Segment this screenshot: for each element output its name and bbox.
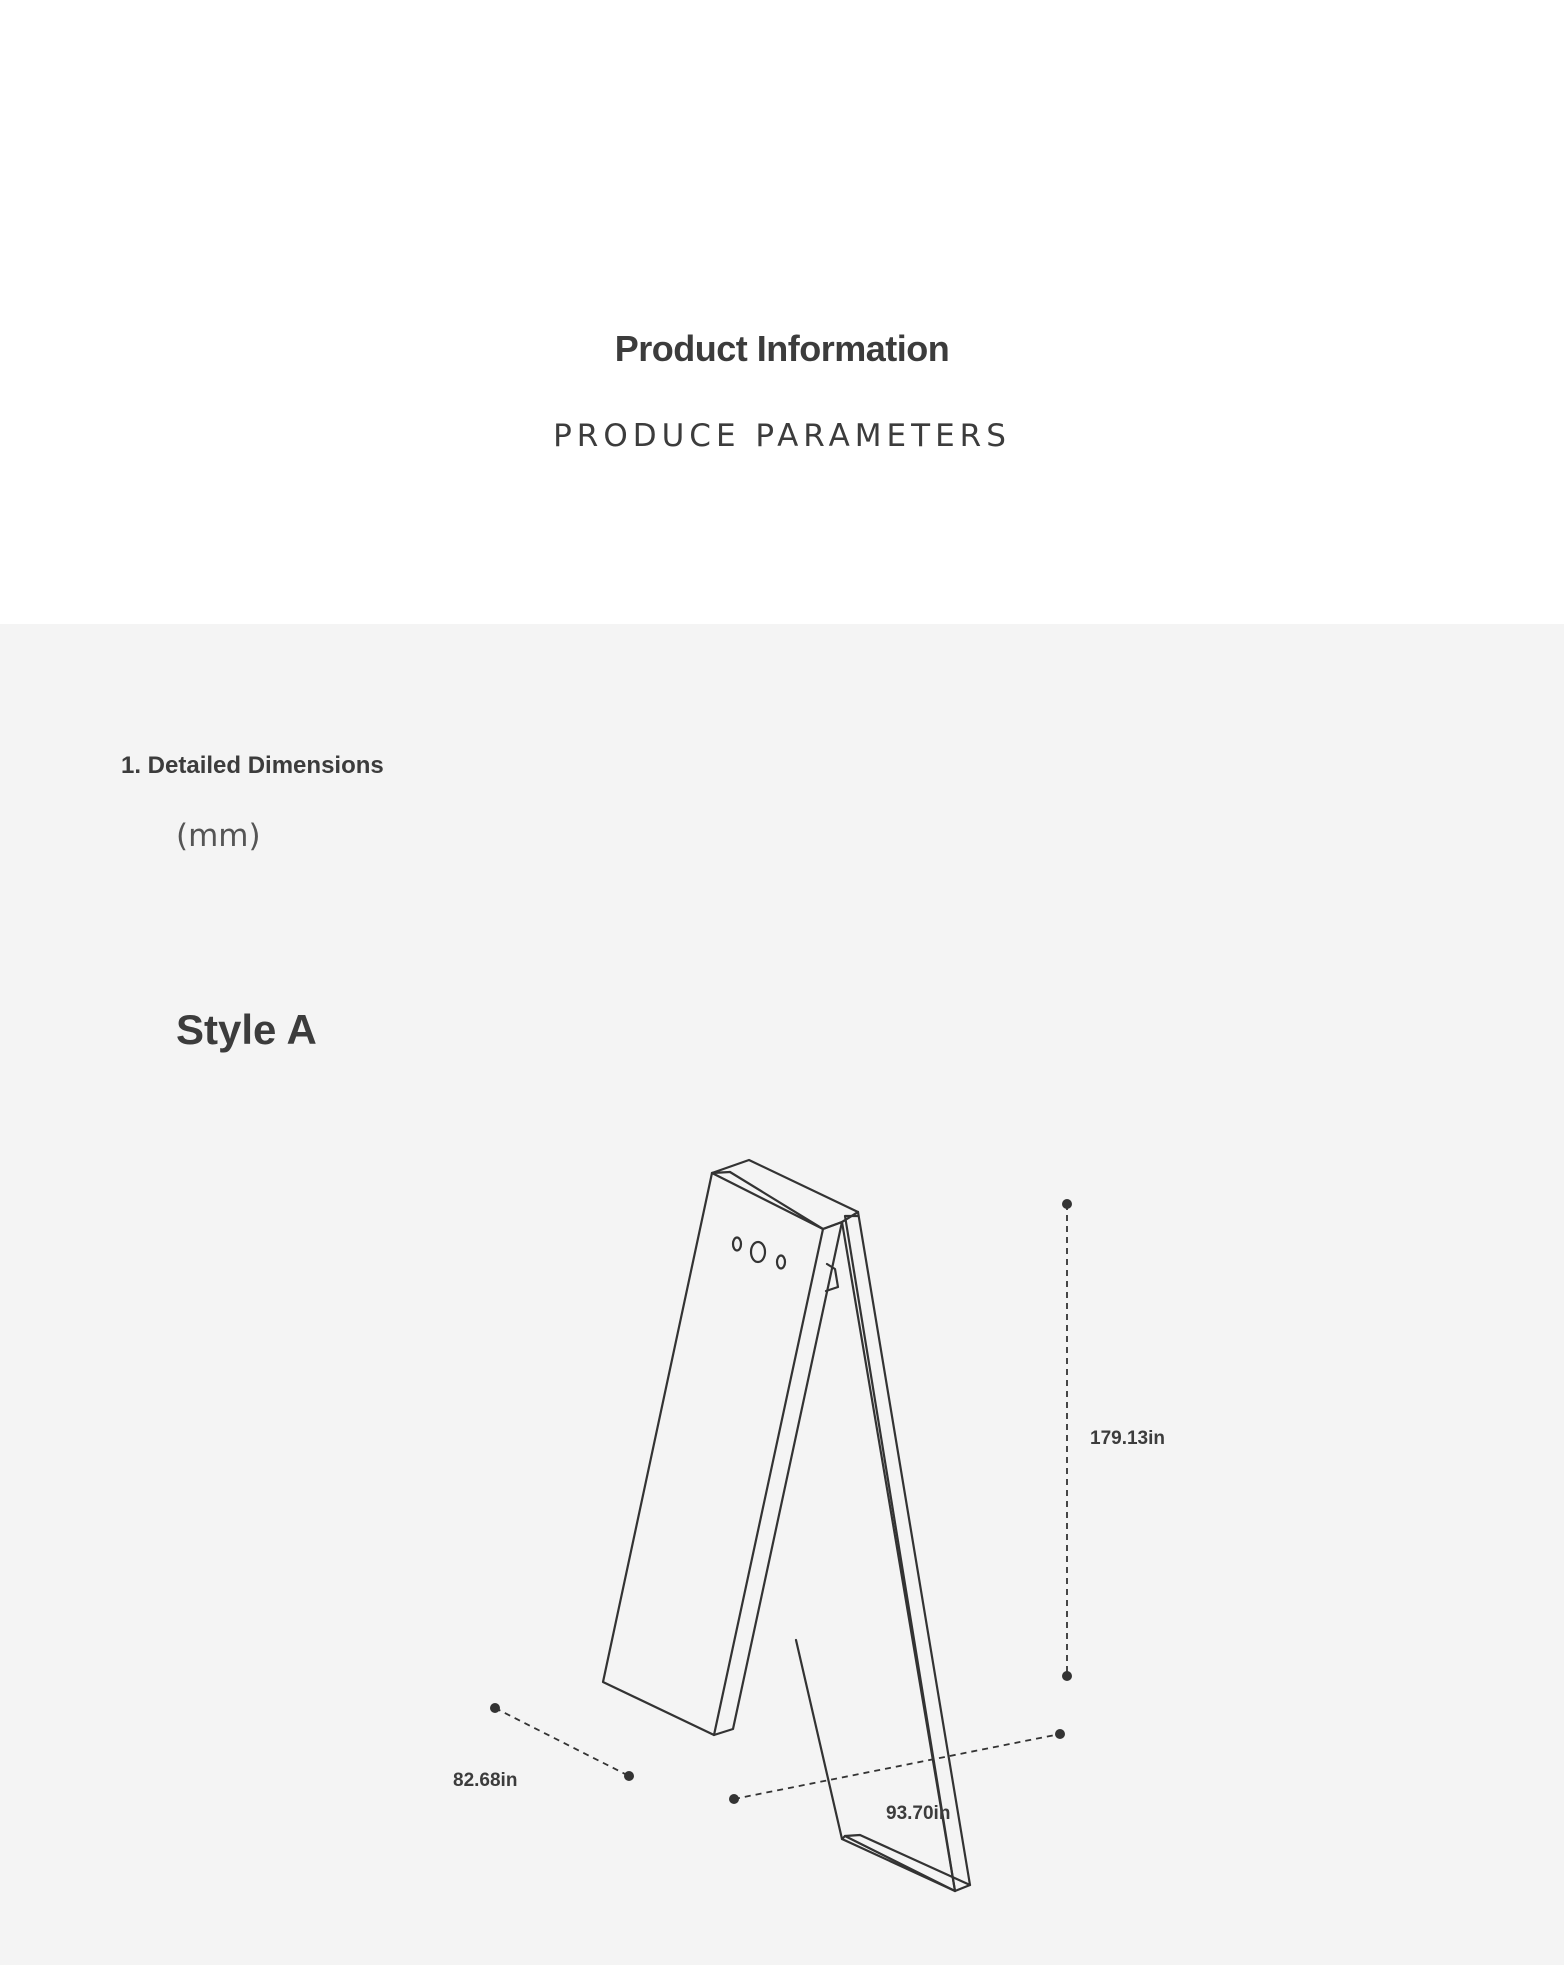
back-panel-side-left [842, 1222, 955, 1891]
page-title: Product Information [614, 328, 950, 369]
front-panel-side [714, 1222, 842, 1735]
style-label: Style A [176, 1006, 317, 1053]
hinge-top-inner [730, 1172, 823, 1229]
back-panel-side-right [858, 1212, 970, 1885]
front-panel-top-inner [712, 1172, 730, 1173]
front-panel-face [603, 1173, 823, 1735]
unit-label: (mm) [176, 818, 261, 854]
width-dimension-dot-left [729, 1794, 739, 1804]
height-dimension-dot-bottom [1062, 1671, 1072, 1681]
depth-dimension-label: 82.68in [453, 1770, 518, 1791]
height-dimension-label: 179.13in [1090, 1428, 1165, 1449]
header-section [0, 0, 1564, 624]
hole-large [751, 1242, 765, 1262]
depth-dimension-dot-right [624, 1771, 634, 1781]
hinge-top [712, 1160, 858, 1229]
height-dimension-dot-top [1062, 1199, 1072, 1209]
width-dimension-dot-right [1055, 1729, 1065, 1739]
dimensions-panel [0, 624, 1564, 1965]
a-frame-sign-drawing [0, 624, 1564, 1965]
width-dimension-label: 93.70in [886, 1803, 951, 1824]
depth-dimension-line [495, 1708, 629, 1776]
back-panel-front-edge [796, 1640, 842, 1839]
section-heading: 1. Detailed Dimensions [121, 752, 384, 779]
hole-small-1 [733, 1238, 741, 1251]
depth-dimension-dot-left [490, 1703, 500, 1713]
page-subtitle: PRODUCE PARAMETERS [553, 418, 1011, 454]
width-dimension-line [734, 1734, 1060, 1799]
hole-small-2 [777, 1256, 785, 1269]
